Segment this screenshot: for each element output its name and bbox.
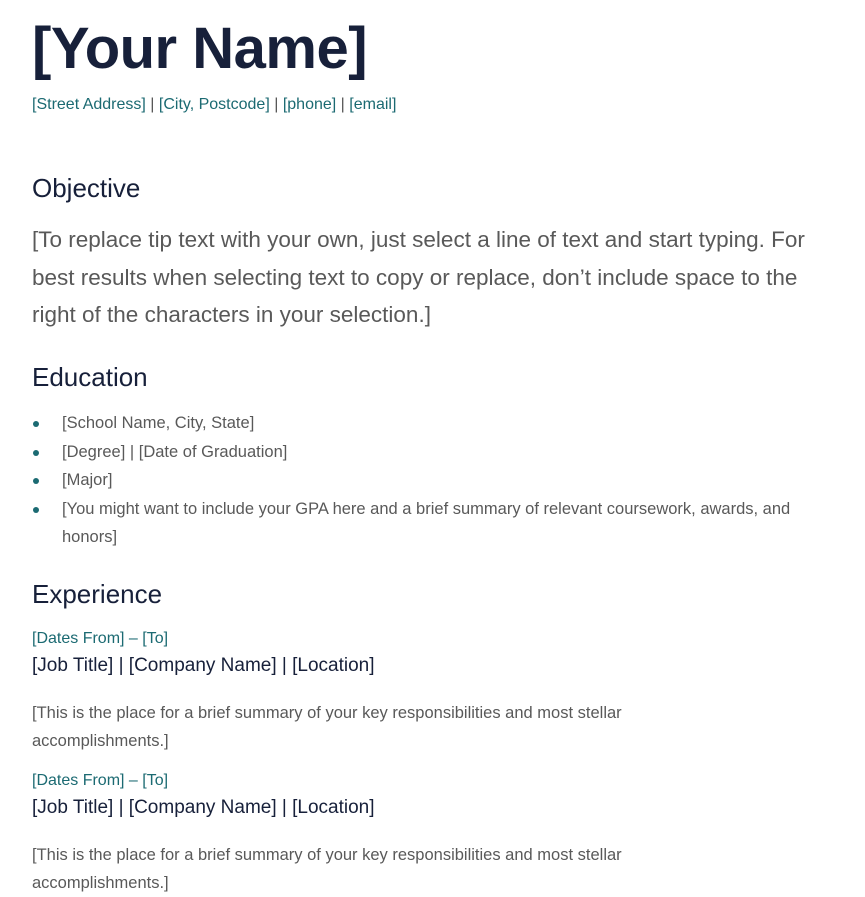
objective-text[interactable]: [To replace tip text with your own, just select a line of text and start typing. For best results when selecting text to copy or replace, don’t include space to the right of the characters in your selection.] <box>32 227 805 327</box>
job-summary[interactable]: [This is the place for a brief summary of your key responsibilities and most stellar accomplishments.] <box>32 846 622 892</box>
education-item-degree[interactable] <box>32 438 832 467</box>
street-address[interactable]: [Street Address] <box>32 96 146 113</box>
experience-heading: Experience <box>32 579 163 609</box>
city-postcode[interactable]: [City, Postcode] <box>158 96 270 113</box>
resume-name[interactable]: [Your Name] <box>32 16 368 81</box>
contact-separator: | <box>274 96 279 113</box>
objective-heading: Objective <box>32 173 141 203</box>
bullet-icon <box>33 421 39 427</box>
job-dates[interactable]: [Dates From] – [To] <box>32 772 169 789</box>
bullet-icon <box>33 450 39 456</box>
education-item-school[interactable] <box>32 409 832 438</box>
bullet-icon <box>33 478 39 484</box>
job-dates[interactable]: [Dates From] – [To] <box>32 630 169 647</box>
education-item-text: [Degree] | [Date of Graduation] <box>62 442 288 461</box>
education-item-text: [Major] <box>62 471 113 489</box>
contact-line <box>32 95 396 115</box>
job-summary[interactable]: [This is the place for a brief summary of your key responsibilities and most stellar accomplishments.] <box>32 704 622 750</box>
job-title-line[interactable]: [Job Title] | [Company Name] | [Location] <box>32 797 375 818</box>
education-item-gpa[interactable] <box>32 495 832 552</box>
job-title-line[interactable]: [Job Title] | [Company Name] | [Location] <box>32 655 375 676</box>
phone-field[interactable]: [phone] <box>282 96 337 113</box>
contact-separator: | <box>340 96 345 113</box>
education-item-major[interactable] <box>32 466 832 495</box>
education-item-text: [School Name, City, State] <box>62 414 255 432</box>
education-item-text: [You might want to include your GPA here and a brief summary of relevant coursework, awards, and honors] <box>62 499 791 546</box>
email-field[interactable]: [email] <box>349 96 397 113</box>
education-list <box>32 409 832 552</box>
education-heading: Education <box>32 362 148 392</box>
bullet-icon <box>33 507 39 513</box>
contact-separator: | <box>150 96 155 113</box>
